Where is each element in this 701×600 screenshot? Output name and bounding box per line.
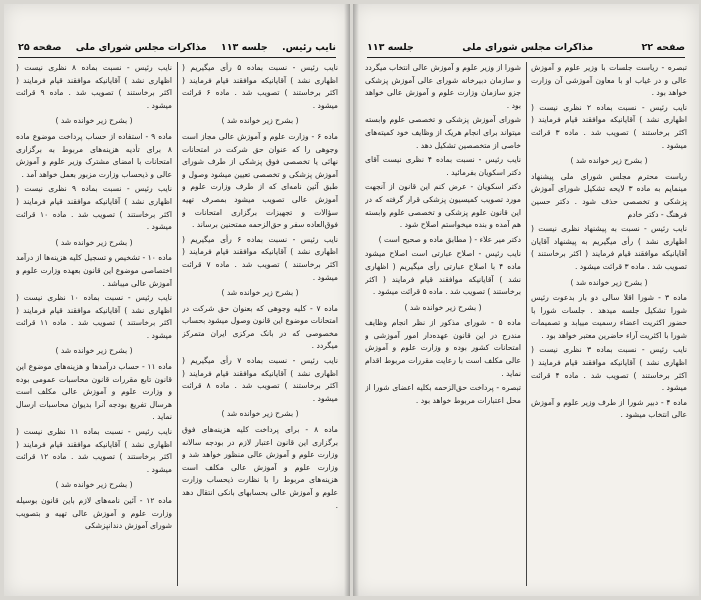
paragraph: تبصره - ریاست جلسات با وزیر علوم و آموزش عالی و در غیاب او با معاون آموزشی آن وزارت خواهد بود .	[531, 63, 687, 98]
left-page	[4, 4, 350, 596]
paragraph: تبصره - پرداخت حق‌الزحمه بکلیه اعضای شورا از محل اعتبارات مربوط خواهد بود .	[365, 383, 521, 405]
left-page-columns	[16, 62, 338, 590]
right-page-number: صفحه ۲۲	[641, 41, 685, 53]
right-page-col-right	[531, 62, 687, 590]
paragraph: ماده ۳ - شورا اقلا سالی دو بار بدعوت رئیس شورا تشکیل جلسه میدهد . جلسات شورا با حضور اکثریت اعضاء رسمیت مییابد و تصمیمات شورا با اکثریت آراء حاضرین معتبر خواهد بود .	[531, 293, 687, 340]
right-session: جلسه ۱۱۳	[367, 41, 414, 53]
paragraph: دکتر اسکویان - عرض کنم این قانون از آنجهت مورد تصویب کمیسیون پزشکی قرار گرفته که در این قانون علوم پزشکی و تخصصی علوم وابسته هم آمده و بنده میخواستم اصلاح شود .	[365, 182, 521, 230]
reading-note: ( بشرح زیر خوانده شد )	[221, 288, 299, 298]
paragraph: ریاست محترم مجلس شورای ملی پیشنهاد مینمایم به ماده ۳ لایحه تشکیل شورای آموزش پزشکی و تخصصی حذف شود . دکتر حسین فرهنگ - دکتر خادم	[531, 171, 687, 219]
paragraph: ماده ۴ - دبیر شورا از طرف وزیر علوم و آموزش عالی انتخاب میشود .	[531, 397, 687, 420]
paragraph: ماده ۷ - کلیه وجوهی که بعنوان حق شرکت در امتحانات موضوع این قانون وصول میشود بحساب مخصوصی که در بانک مرکزی ایران متمرکز میگردد .	[182, 303, 338, 351]
left-page-col-right	[182, 62, 338, 590]
left-page-header	[18, 40, 336, 58]
left-page-col-left	[16, 62, 172, 590]
right-page-gutter-shadow	[353, 4, 359, 596]
paragraph: ماده ۵ - شورای مذکور از نظر انجام وظایف مندرج در این قانون عهده‌دار امور آموزشی و امتحانات کشور بوده و وزارت علوم و آموزش عالی مکلف است با رعایت مقررات مربوط اقدام نماید .	[365, 318, 521, 378]
reading-note: ( بشرح زیر خوانده شد )	[221, 116, 299, 126]
reading-note: ( بشرح زیر خوانده شد )	[55, 346, 133, 356]
paragraph: نایب رئیس - نسبت به پیشنهاد نظری نیست ( اظهاری نشد ) رأی میگیریم به پیشنهاد آقایان آقایانیکه موافقند قیام فرمایند ( اکثر برخاستند ) تصویب شد . ماده ۳ قرائت میشود .	[531, 224, 687, 271]
paragraph: ماده ۱۱ - حساب درآمدها و هزینه‌های موضوع این قانون تابع مقررات قانون محاسبات عمومی بوده و وزارت علوم و آموزش عالی مکلف است هرسال تفریغ بودجه آنرا بدیوان محاسبات ارسال نماید .	[16, 362, 172, 422]
paragraph: نایب رئیس - نسبت بماده ۲ نظری نیست ( اظهاری نشد ) آقایانیکه موافقند قیام فرمایند ( اکثر برخاستند ) تصویب شد . ماده ۳ قرائت میشود .	[531, 102, 687, 150]
reading-note: ( بشرح زیر خوانده شد )	[404, 302, 482, 312]
reading-note: ( بشرح زیر خوانده شد )	[570, 156, 648, 166]
left-title: مذاکرات مجلس شورای ملی	[75, 41, 207, 53]
paragraph: نایب رئیس - نسبت بماده ۳ نظری نیست ( اظهاری نشد ) آقایانیکه موافقند قیام فرمایند ( اکثر برخاستند ) تصویب شد . ماده ۴ قرائت میشود .	[531, 345, 687, 393]
reading-note: ( بشرح زیر خوانده شد )	[221, 409, 299, 419]
left-page-number: صفحه ۲۵	[18, 41, 62, 53]
paragraph: نایب رئیس - اصلاح عبارتی است اصلاح میشود ماده ۴ با اصلاح عبارتی رأی میگیریم ( اظهاری نشد ) آقایانیکه موافقند قیام فرمایند ( اکثر برخاستند ) تصویب شد . ماده ۵ قرائت میشود .	[365, 249, 521, 297]
right-page-col-left	[365, 62, 521, 590]
paragraph: نایب رئیس - نسبت بماده ۸ نظری نیست ( اظهاری نشد ) آقایانیکه موافقند قیام فرمایند ( اکثر برخاستند ) تصویب شد . ماده ۹ قرائت میشود .	[16, 63, 172, 110]
left-session: جلسه ۱۱۳	[220, 41, 268, 53]
right-page-header	[367, 40, 685, 58]
paragraph: ماده ۱۲ - آئین نامه‌های لازم باین قانون بوسیله وزارت علوم و آموزش عالی تهیه و بتصویب شورای آموزش دندانپزشکی	[16, 496, 172, 531]
paragraph: نایب رئیس - نسبت بماده ۱۰ نظری نیست ( اظهاری نشد ) آقایانیکه موافقند قیام فرمایند ( اکثر برخاستند ) تصویب شد . ماده ۱۱ قرائت میشود .	[16, 293, 172, 340]
reading-note: ( بشرح زیر خوانده شد )	[55, 480, 133, 490]
reading-note: ( بشرح زیر خوانده شد )	[55, 116, 133, 126]
paragraph: ماده ۸ - برای پرداخت کلیه هزینه‌های فوق برگزاری این قانون اعتبار لازم در بودجه سالانه وزارت علوم و آموزش عالی منظور خواهد شد و وزارت علوم و آموزش عالی مکلف است هزینه‌های مربوط را با نظارت ذیحساب وزارت علوم و آموزش عالی بحسابهای بانکی انتقال دهد .	[182, 425, 338, 510]
paragraph: نایب رئیس - نسبت بماده ۶ رأی میگیریم ( اظهاری نشد ) آقایانیکه موافقند قیام فرمایند ( اکثر برخاستند ) تصویب شد . ماده ۷ قرائت میشود .	[182, 234, 338, 282]
left-page-gutter-shadow	[344, 4, 350, 596]
paragraph: نایب رئیس - نسبت بماده ۴ نظری نیست آقای دکتر اسکویان بفرمائید .	[365, 155, 521, 177]
right-page	[353, 4, 699, 596]
paragraph: نایب رئیس - نسبت بماده ۱۱ نظری نیست ( اظهاری نشد ) آقایانیکه موافقند قیام فرمایند ( اکثر برخاستند ) تصویب شد . ماده ۱۲ قرائت میشود .	[16, 427, 172, 474]
paragraph: ماده ۱۰ - تشخیص و تسجیل کلیه هزینه‌ها از درآمد اختصاصی موضوع این قانون بعهده وزارت علوم و آموزش عالی میباشد .	[16, 253, 172, 288]
right-title: مذاکرات مجلس شورای ملی	[462, 41, 594, 53]
right-page-columns	[365, 62, 687, 590]
paragraph: نایب رئیس - نسبت بماده ۷ رأی میگیریم ( اظهاری نشد ) آقایانیکه موافقند قیام فرمایند ( اکثر برخاستند ) تصویب شد . ماده ۸ قرائت میشود .	[182, 356, 338, 403]
paragraph: دکتر میر علاء - ( مطابق ماده و صحیح است )	[378, 234, 521, 244]
paragraph: نایب رئیس - نسبت بماده ۹ نظری نیست ( اظهاری نشد ) آقایانیکه موافقند قیام فرمایند ( اکثر برخاستند ) تصویب شد . ماده ۱۰ قرائت میشود .	[16, 184, 172, 232]
paragraph: نایب رئیس - نسبت بماده ۵ رأی میگیریم ( اظهاری نشد ) آقایانیکه موافقند قیام فرمایند ( اکثر برخاستند ) تصویب شد . ماده ۶ قرائت میشود .	[182, 63, 338, 110]
reading-note: ( بشرح زیر خوانده شد )	[570, 277, 648, 287]
paragraph: شورای آموزش پزشکی و تخصصی علوم وابسته میتواند برای انجام هریک از وظایف خود کمیته‌های خاصی از متخصصین تشکیل دهد .	[365, 115, 521, 150]
paragraph: شورا از وزیر علوم و آموزش عالی انتخاب میگردد و سازمان دبیرخانه شورای عالی آموزش پزشکی جزو سازمان وزارت علوم و آموزش عالی خواهد بود .	[365, 63, 521, 110]
paragraph: ماده ۶ - وزارت علوم و آموزش عالی مجاز است وجوهی را که عنوان حق شرکت در امتحانات نهائی یا تخصصی فوق پزشکی از طرف شورای آموزش پزشکی و تخصصی تعیین میشود وصول و طبق آئین نامه‌ای که از طرف وزارت علوم و آموزش عالی تصویب میشود بمصرف تهیه سؤالات و تجهیزات برگزاری امتحانات و فوق‌العاده سفر و حق‌الزحمه ممتحنین برساند .	[182, 131, 338, 230]
left-header-right-label: نایب رئیس.	[281, 41, 336, 53]
reading-note: ( بشرح زیر خوانده شد )	[55, 237, 133, 247]
paragraph: ماده ۹ - استفاده از حساب پرداخت موضوع ماده ۸ برای تأدیه هزینه‌های مربوط به برگزاری امتحانات با امضای مشترک وزیر علوم و آموزش عالی و ذیحساب وزارت مزبور بعمل خواهد آمد .	[16, 131, 172, 179]
